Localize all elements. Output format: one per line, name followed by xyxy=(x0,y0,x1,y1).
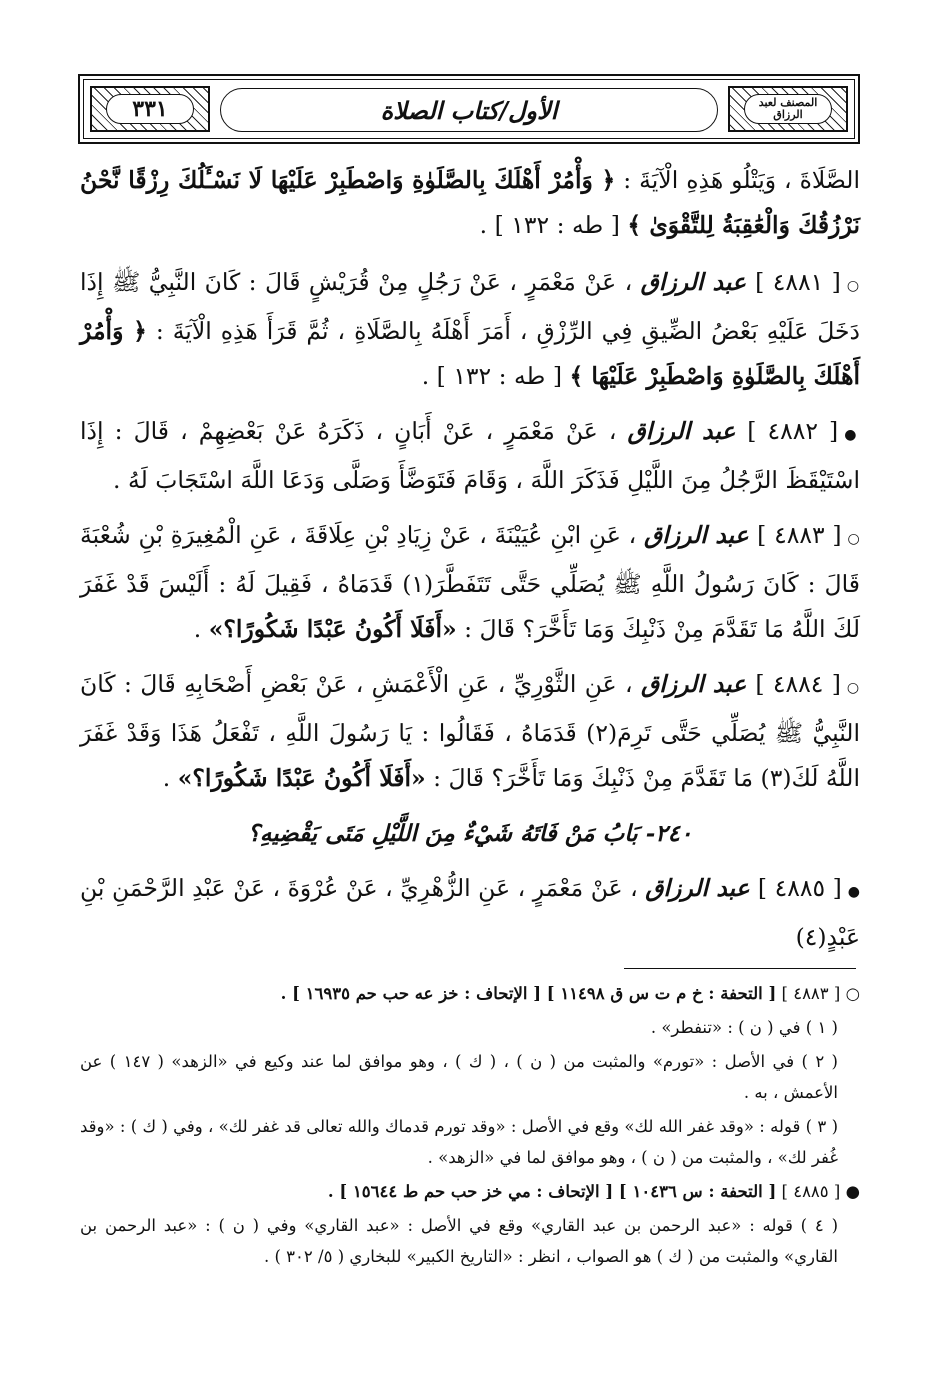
footnote-divider xyxy=(624,968,856,969)
footnote-takhrij-4883 xyxy=(80,978,860,1009)
hadith-number: [ ٤٨٨٥ ] xyxy=(757,874,842,902)
takhrij-text: [ التحفة : س ١٠٤٣٦ ] [ الإتحاف : مي خز حب حم ط ١٥٦٤٤ ] . xyxy=(327,1182,777,1201)
bullet-marker-icon: ● xyxy=(847,884,861,900)
author-name: عبد الرزاق xyxy=(645,874,758,902)
quran-verse: ﴿ وَأْمُرْ أَهْلَكَ بِالصَّلَوٰةِ وَاصْطَبِرْ عَلَيْهَا لَا نَسْـَٔلُكَ رِزْقًا نَّحْنُ نَرْزُقُكَ وَالْعَٰقِبَةُ لِلتَّقْوَىٰ ﴾ xyxy=(80,166,860,239)
chapter-heading: ٢٤٠- بَابُ مَنْ فَاتَهُ شَيْءٌ مِنَ اللَّيْلِ مَتَى يَقْضِيهِ؟ xyxy=(247,820,693,847)
hadith-4881 xyxy=(80,260,860,399)
hadith-text: ، عَنْ مَعْمَرٍ ، عَنْ أَبَانٍ ، ذَكَرَهُ عَنْ بَعْضِهِمْ ، قَالَ : إِذَا اسْتَيْقَظَ الرَّجُلُ مِنَ اللَّيْلِ فَذَكَرَ اللَّهَ ، وَقَامَ فَتَوَضَّأَ وَصَلَّى وَدَعَا اللَّهَ اسْتَجَابَ لَهُ . xyxy=(80,417,860,494)
circle-marker-icon: ○ xyxy=(847,531,861,547)
book-logo-frame xyxy=(728,86,848,132)
paragraph-continuation: الصَّلَاةَ ، وَيَتْلُو هَذِهِ الْآيَةَ : ﴿ وَأْمُرْ أَهْلَكَ بِالصَّلَوٰةِ وَاصْطَبِرْ عَلَيْهَا لَا نَسْـَٔلُكَ رِزْقًا نَّحْنُ نَرْزُقُكَ وَالْعَٰقِبَةُ لِلتَّقْوَىٰ ﴾ [ طه : ١٣٢ ] . xyxy=(80,166,860,239)
footnote-4: ( ٤ ) قوله : «عبد الرحمن بن عبد القاري» وقع في الأصل : «عبد القاري» وفي ( ن ) : «عبد الرحمن بن القاري» والمثبت من ( ك ) هو الصواب ، انظر : «التاريخ الكبير» للبخاري ( ٥/ ٣٠٢ ) . xyxy=(80,1216,839,1266)
author-name: عبد الرزاق xyxy=(643,521,758,549)
hadith-number: [ ٤٨٨٥ ] xyxy=(781,1182,841,1201)
hadith-text: ، عَنِ الثَّوْرِيِّ ، عَنِ الْأَعْمَشِ ، عَنْ بَعْضِ أَصْحَابِهِ قَالَ : كَانَ النَّبِيُّ ﷺ يُصَلِّي حَتَّى تَرِمَ(٢) قَدَمَاهُ ، فَقَالُوا : يَا رَسُولَ اللَّهِ ، تَفْعَلُ هَذَا وَقَدْ غَفَرَ اللَّهُ لَكَ(٣) مَا تَقَدَّمَ مِنْ ذَنْبِكَ وَمَا تَأَخَّرَ؟ قَالَ : xyxy=(80,670,860,792)
prophet-saying: «أَفَلَا أَكُونُ عَبْدًا شَكُورًا؟» xyxy=(177,764,426,792)
hadith-number: [ ٤٨٨٢ ] xyxy=(747,417,839,445)
bullet-marker-icon: ● xyxy=(845,1182,860,1201)
hadith-number: [ ٤٨٨١ ] xyxy=(755,268,841,296)
hadith-text: ، عَنْ مَعْمَرٍ ، عَنْ رَجُلٍ مِنْ قُرَيْشٍ قَالَ : كَانَ النَّبِيُّ ﷺ إِذَا دَخَلَ عَلَيْهِ بَعْضُ الضِّيقِ فِي الرِّزْقِ ، أَمَرَ أَهْلَهُ بِالصَّلَاةِ ، ثُمَّ قَرَأَ هَذِهِ الْآيَةَ : xyxy=(80,268,860,345)
running-title: الأول/كتاب الصلاة xyxy=(380,95,558,125)
book-logo: المصنف لعبد الرزاق xyxy=(744,94,832,124)
hadith-4884: ○[ ٤٨٨٤ ] عبد الرزاق ، عَنِ الثَّوْرِيِّ ، عَنِ الْأَعْمَشِ ، عَنْ بَعْضِ أَصْحَابِهِ قَالَ : كَانَ النَّبِيُّ ﷺ يُصَلِّي حَتَّى تَرِمَ(٢) قَدَمَاهُ ، فَقَالُوا : يَا رَسُولَ اللَّهِ ، تَفْعَلُ هَذَا وَقَدْ غَفَرَ اللَّهُ لَكَ(٣) مَا تَقَدَّمَ مِنْ ذَنْبِكَ وَمَا تَأَخَّرَ؟ قَالَ : «أَفَلَا أَكُونُ عَبْدًا شَكُورًا؟» . xyxy=(80,670,861,792)
footnote-1: ( ١ ) في ( ن ) : «تنفطر» . xyxy=(650,1018,838,1037)
footnote-takhrij-4885 xyxy=(80,1176,860,1207)
hadith-4882 xyxy=(80,409,860,503)
circle-marker-icon: ○ xyxy=(846,278,861,294)
author-name: عبد الرزاق xyxy=(627,417,748,445)
footnotes xyxy=(80,978,860,1275)
hadith-number: [ ٤٨٨٣ ] xyxy=(781,984,841,1003)
hadith-number: [ ٤٨٨٣ ] xyxy=(757,521,842,549)
bullet-marker-icon: ● xyxy=(844,427,861,443)
footnote-2: ( ٢ ) في الأصل : «تورم» والمثبت من ( ن ) ، ( ك ) ، وهو موافق لما عند وكيع في «الزهد» ( ١٤٧ ) عن الأعمش ، به . xyxy=(80,1052,838,1102)
hadith-text: ، عَنْ مَعْمَرٍ ، عَنِ الزُّهْرِيِّ ، عَنْ عُرْوَةَ ، عَنْ عَبْدِ الرَّحْمَنِ بْنِ عَبْدٍ(٤) xyxy=(80,874,860,951)
footnote-3: ( ٣ ) قوله : «وقد غفر الله لك» وقع في الأصل : «وقد تورم قدماك والله تعالى قد غفر لك» ، وفي ( ك ) : «وقد غُفر لك» ، والمثبت من ( ن ) ، وهو موافق لما في «الزهد» . xyxy=(80,1117,838,1167)
author-name: عبد الرزاق xyxy=(640,268,756,296)
hadith-number: [ ٤٨٨٤ ] xyxy=(755,670,841,698)
page-header xyxy=(78,74,860,144)
quran-verse: ﴿ وَأْمُرْ أَهْلَكَ بِالصَّلَوٰةِ وَاصْطَبِرْ عَلَيْهَا ﴾ xyxy=(80,317,860,390)
header-title-frame xyxy=(220,88,718,132)
verse-reference: [ طه : ١٣٢ ] . xyxy=(479,211,628,239)
circle-marker-icon: ○ xyxy=(846,680,861,696)
hadith-text: ، عَنِ ابْنِ عُيَيْنَةَ ، عَنْ زِيَادِ بْنِ عِلَاقَةَ ، عَنِ الْمُغِيرَةِ بْنِ شُعْبَةَ قَالَ : كَانَ رَسُولُ اللَّهِ ﷺ يُصَلِّي حَتَّى تَتَفَطَّرَ(١) قَدَمَاهُ ، فَقِيلَ لَهُ : أَلَيْسَ قَدْ غَفَرَ لَكَ اللَّهُ مَا تَقَدَّمَ مِنْ ذَنْبِكَ وَمَا تَأَخَّرَ؟ قَالَ : xyxy=(80,521,861,643)
hadith-4883: ○[ ٤٨٨٣ ] عبد الرزاق ، عَنِ ابْنِ عُيَيْنَةَ ، عَنْ زِيَادِ بْنِ عِلَاقَةَ ، عَنِ الْمُغِيرَةِ بْنِ شُعْبَةَ قَالَ : كَانَ رَسُولُ اللَّهِ ﷺ يُصَلِّي حَتَّى تَتَفَطَّرَ(١) قَدَمَاهُ ، فَقِيلَ لَهُ : أَلَيْسَ قَدْ غَفَرَ لَكَ اللَّهُ مَا تَقَدَّمَ مِنْ ذَنْبِكَ وَمَا تَأَخَّرَ؟ قَالَ : «أَفَلَا أَكُونُ عَبْدًا شَكُورًا؟» . xyxy=(80,521,861,643)
takhrij-text: [ التحفة : خ م ت س ق ١١٤٩٨ ] [ الإتحاف : خز عه حب حم ١٦٩٣٥ ] . xyxy=(280,984,777,1003)
circle-marker-icon: ○ xyxy=(845,984,860,1003)
page-number-frame xyxy=(90,86,210,132)
verse-reference: [ طه : ١٣٢ ] . xyxy=(421,362,570,390)
hadith-4885 xyxy=(80,866,860,960)
author-name: عبد الرزاق xyxy=(640,670,756,698)
main-text xyxy=(80,158,860,970)
prophet-saying: «أَفَلَا أَكُونُ عَبْدًا شَكُورًا؟» xyxy=(208,615,457,643)
page-number: ٣٣١ xyxy=(106,94,194,124)
